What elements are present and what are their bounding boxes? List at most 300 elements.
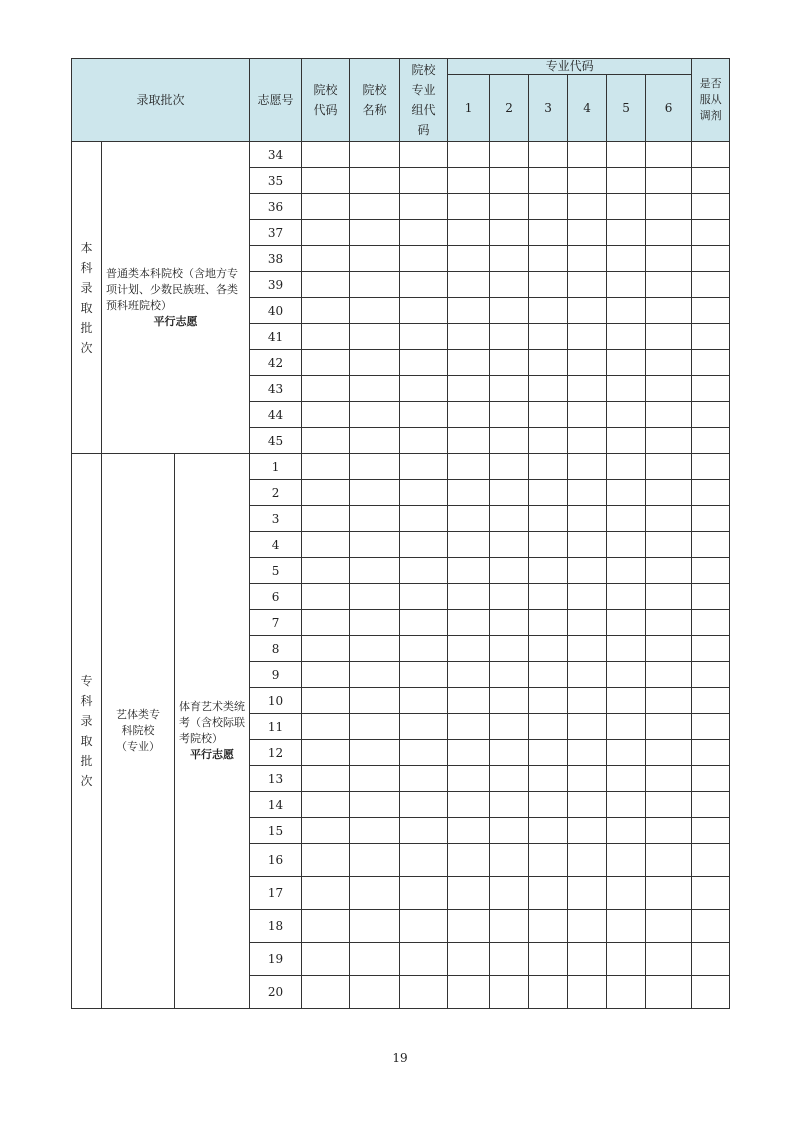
entry-cell[interactable] (692, 766, 730, 792)
entry-cell[interactable] (568, 168, 607, 194)
entry-cell[interactable] (529, 246, 568, 272)
entry-cell[interactable] (607, 324, 646, 350)
entry-cell[interactable] (646, 506, 692, 532)
entry-cell[interactable] (400, 584, 448, 610)
entry-cell[interactable] (529, 272, 568, 298)
entry-cell[interactable] (529, 714, 568, 740)
entry-cell[interactable] (607, 688, 646, 714)
entry-cell[interactable] (607, 480, 646, 506)
entry-cell[interactable] (302, 740, 350, 766)
entry-cell[interactable] (448, 662, 490, 688)
entry-cell[interactable] (302, 350, 350, 376)
entry-cell[interactable] (490, 792, 529, 818)
entry-cell[interactable] (646, 844, 692, 877)
entry-cell[interactable] (448, 350, 490, 376)
entry-cell[interactable] (568, 943, 607, 976)
entry-cell[interactable] (568, 610, 607, 636)
entry-cell[interactable] (490, 844, 529, 877)
entry-cell[interactable] (400, 844, 448, 877)
entry-cell[interactable] (646, 662, 692, 688)
entry-cell[interactable] (529, 910, 568, 943)
entry-cell[interactable] (646, 558, 692, 584)
entry-cell[interactable] (350, 558, 400, 584)
entry-cell[interactable] (646, 454, 692, 480)
entry-cell[interactable] (607, 142, 646, 168)
entry-cell[interactable] (568, 877, 607, 910)
entry-cell[interactable] (529, 506, 568, 532)
entry-cell[interactable] (302, 220, 350, 246)
entry-cell[interactable] (607, 246, 646, 272)
entry-cell[interactable] (448, 688, 490, 714)
entry-cell[interactable] (646, 402, 692, 428)
entry-cell[interactable] (568, 662, 607, 688)
entry-cell[interactable] (607, 454, 646, 480)
entry-cell[interactable] (607, 272, 646, 298)
entry-cell[interactable] (350, 350, 400, 376)
entry-cell[interactable] (448, 714, 490, 740)
entry-cell[interactable] (646, 246, 692, 272)
entry-cell[interactable] (350, 402, 400, 428)
entry-cell[interactable] (646, 194, 692, 220)
entry-cell[interactable] (607, 532, 646, 558)
entry-cell[interactable] (350, 688, 400, 714)
entry-cell[interactable] (490, 662, 529, 688)
entry-cell[interactable] (692, 350, 730, 376)
entry-cell[interactable] (646, 910, 692, 943)
entry-cell[interactable] (529, 792, 568, 818)
entry-cell[interactable] (490, 246, 529, 272)
entry-cell[interactable] (448, 910, 490, 943)
entry-cell[interactable] (692, 610, 730, 636)
entry-cell[interactable] (529, 350, 568, 376)
entry-cell[interactable] (400, 688, 448, 714)
entry-cell[interactable] (490, 194, 529, 220)
entry-cell[interactable] (400, 610, 448, 636)
entry-cell[interactable] (350, 877, 400, 910)
entry-cell[interactable] (692, 584, 730, 610)
entry-cell[interactable] (568, 976, 607, 1009)
entry-cell[interactable] (529, 220, 568, 246)
entry-cell[interactable] (350, 194, 400, 220)
entry-cell[interactable] (646, 792, 692, 818)
entry-cell[interactable] (490, 558, 529, 584)
entry-cell[interactable] (646, 766, 692, 792)
entry-cell[interactable] (692, 558, 730, 584)
entry-cell[interactable] (350, 976, 400, 1009)
entry-cell[interactable] (400, 558, 448, 584)
entry-cell[interactable] (400, 298, 448, 324)
entry-cell[interactable] (302, 324, 350, 350)
entry-cell[interactable] (400, 220, 448, 246)
entry-cell[interactable] (568, 558, 607, 584)
entry-cell[interactable] (448, 142, 490, 168)
entry-cell[interactable] (400, 818, 448, 844)
entry-cell[interactable] (490, 532, 529, 558)
entry-cell[interactable] (568, 142, 607, 168)
entry-cell[interactable] (646, 142, 692, 168)
entry-cell[interactable] (692, 220, 730, 246)
entry-cell[interactable] (490, 976, 529, 1009)
entry-cell[interactable] (607, 350, 646, 376)
entry-cell[interactable] (448, 766, 490, 792)
entry-cell[interactable] (400, 792, 448, 818)
entry-cell[interactable] (646, 636, 692, 662)
entry-cell[interactable] (529, 376, 568, 402)
entry-cell[interactable] (350, 766, 400, 792)
entry-cell[interactable] (302, 454, 350, 480)
entry-cell[interactable] (490, 506, 529, 532)
entry-cell[interactable] (529, 877, 568, 910)
entry-cell[interactable] (529, 558, 568, 584)
entry-cell[interactable] (607, 662, 646, 688)
entry-cell[interactable] (607, 220, 646, 246)
entry-cell[interactable] (490, 376, 529, 402)
entry-cell[interactable] (490, 454, 529, 480)
entry-cell[interactable] (490, 910, 529, 943)
entry-cell[interactable] (568, 298, 607, 324)
entry-cell[interactable] (607, 844, 646, 877)
entry-cell[interactable] (529, 298, 568, 324)
entry-cell[interactable] (400, 376, 448, 402)
entry-cell[interactable] (607, 943, 646, 976)
entry-cell[interactable] (607, 976, 646, 1009)
entry-cell[interactable] (302, 877, 350, 910)
entry-cell[interactable] (400, 976, 448, 1009)
entry-cell[interactable] (646, 480, 692, 506)
entry-cell[interactable] (400, 877, 448, 910)
entry-cell[interactable] (350, 584, 400, 610)
entry-cell[interactable] (302, 428, 350, 454)
entry-cell[interactable] (302, 610, 350, 636)
entry-cell[interactable] (448, 480, 490, 506)
entry-cell[interactable] (302, 636, 350, 662)
entry-cell[interactable] (529, 584, 568, 610)
entry-cell[interactable] (350, 740, 400, 766)
entry-cell[interactable] (529, 142, 568, 168)
entry-cell[interactable] (302, 714, 350, 740)
entry-cell[interactable] (529, 480, 568, 506)
entry-cell[interactable] (350, 272, 400, 298)
entry-cell[interactable] (568, 910, 607, 943)
entry-cell[interactable] (350, 142, 400, 168)
entry-cell[interactable] (448, 636, 490, 662)
entry-cell[interactable] (490, 943, 529, 976)
entry-cell[interactable] (400, 740, 448, 766)
entry-cell[interactable] (692, 506, 730, 532)
entry-cell[interactable] (350, 428, 400, 454)
entry-cell[interactable] (490, 766, 529, 792)
entry-cell[interactable] (568, 532, 607, 558)
entry-cell[interactable] (529, 844, 568, 877)
entry-cell[interactable] (302, 766, 350, 792)
entry-cell[interactable] (350, 910, 400, 943)
entry-cell[interactable] (350, 480, 400, 506)
entry-cell[interactable] (490, 350, 529, 376)
entry-cell[interactable] (607, 740, 646, 766)
entry-cell[interactable] (490, 636, 529, 662)
entry-cell[interactable] (646, 584, 692, 610)
entry-cell[interactable] (400, 943, 448, 976)
entry-cell[interactable] (568, 272, 607, 298)
entry-cell[interactable] (692, 298, 730, 324)
entry-cell[interactable] (302, 662, 350, 688)
entry-cell[interactable] (490, 714, 529, 740)
entry-cell[interactable] (350, 636, 400, 662)
entry-cell[interactable] (529, 688, 568, 714)
entry-cell[interactable] (607, 298, 646, 324)
entry-cell[interactable] (692, 376, 730, 402)
entry-cell[interactable] (448, 610, 490, 636)
entry-cell[interactable] (302, 272, 350, 298)
entry-cell[interactable] (568, 454, 607, 480)
entry-cell[interactable] (400, 402, 448, 428)
entry-cell[interactable] (692, 910, 730, 943)
entry-cell[interactable] (529, 766, 568, 792)
entry-cell[interactable] (400, 142, 448, 168)
entry-cell[interactable] (490, 688, 529, 714)
entry-cell[interactable] (607, 168, 646, 194)
entry-cell[interactable] (529, 943, 568, 976)
entry-cell[interactable] (448, 976, 490, 1009)
entry-cell[interactable] (448, 402, 490, 428)
entry-cell[interactable] (692, 142, 730, 168)
entry-cell[interactable] (302, 792, 350, 818)
entry-cell[interactable] (692, 428, 730, 454)
entry-cell[interactable] (607, 792, 646, 818)
entry-cell[interactable] (302, 376, 350, 402)
entry-cell[interactable] (302, 688, 350, 714)
entry-cell[interactable] (400, 636, 448, 662)
entry-cell[interactable] (607, 636, 646, 662)
entry-cell[interactable] (607, 376, 646, 402)
entry-cell[interactable] (646, 324, 692, 350)
entry-cell[interactable] (448, 558, 490, 584)
entry-cell[interactable] (350, 168, 400, 194)
entry-cell[interactable] (568, 376, 607, 402)
entry-cell[interactable] (607, 194, 646, 220)
entry-cell[interactable] (350, 454, 400, 480)
entry-cell[interactable] (692, 194, 730, 220)
entry-cell[interactable] (490, 740, 529, 766)
entry-cell[interactable] (607, 506, 646, 532)
entry-cell[interactable] (350, 324, 400, 350)
entry-cell[interactable] (529, 428, 568, 454)
entry-cell[interactable] (529, 532, 568, 558)
entry-cell[interactable] (448, 246, 490, 272)
entry-cell[interactable] (448, 298, 490, 324)
entry-cell[interactable] (400, 454, 448, 480)
entry-cell[interactable] (490, 324, 529, 350)
entry-cell[interactable] (448, 168, 490, 194)
entry-cell[interactable] (568, 636, 607, 662)
entry-cell[interactable] (350, 506, 400, 532)
entry-cell[interactable] (568, 844, 607, 877)
entry-cell[interactable] (350, 376, 400, 402)
entry-cell[interactable] (692, 454, 730, 480)
entry-cell[interactable] (302, 943, 350, 976)
entry-cell[interactable] (568, 324, 607, 350)
entry-cell[interactable] (448, 532, 490, 558)
entry-cell[interactable] (490, 428, 529, 454)
entry-cell[interactable] (400, 428, 448, 454)
entry-cell[interactable] (490, 818, 529, 844)
entry-cell[interactable] (302, 246, 350, 272)
entry-cell[interactable] (302, 480, 350, 506)
entry-cell[interactable] (646, 688, 692, 714)
entry-cell[interactable] (646, 220, 692, 246)
entry-cell[interactable] (350, 220, 400, 246)
entry-cell[interactable] (607, 766, 646, 792)
entry-cell[interactable] (302, 976, 350, 1009)
entry-cell[interactable] (568, 350, 607, 376)
entry-cell[interactable] (400, 662, 448, 688)
entry-cell[interactable] (448, 454, 490, 480)
entry-cell[interactable] (646, 168, 692, 194)
entry-cell[interactable] (490, 220, 529, 246)
entry-cell[interactable] (529, 402, 568, 428)
entry-cell[interactable] (607, 558, 646, 584)
entry-cell[interactable] (448, 324, 490, 350)
entry-cell[interactable] (607, 910, 646, 943)
entry-cell[interactable] (692, 714, 730, 740)
entry-cell[interactable] (692, 636, 730, 662)
entry-cell[interactable] (646, 740, 692, 766)
entry-cell[interactable] (692, 246, 730, 272)
entry-cell[interactable] (350, 246, 400, 272)
entry-cell[interactable] (448, 220, 490, 246)
entry-cell[interactable] (448, 194, 490, 220)
entry-cell[interactable] (350, 844, 400, 877)
entry-cell[interactable] (302, 558, 350, 584)
entry-cell[interactable] (692, 943, 730, 976)
entry-cell[interactable] (646, 714, 692, 740)
entry-cell[interactable] (692, 662, 730, 688)
entry-cell[interactable] (568, 246, 607, 272)
entry-cell[interactable] (568, 688, 607, 714)
entry-cell[interactable] (568, 740, 607, 766)
entry-cell[interactable] (448, 844, 490, 877)
entry-cell[interactable] (692, 844, 730, 877)
entry-cell[interactable] (490, 142, 529, 168)
entry-cell[interactable] (692, 480, 730, 506)
entry-cell[interactable] (350, 532, 400, 558)
entry-cell[interactable] (490, 610, 529, 636)
entry-cell[interactable] (607, 877, 646, 910)
entry-cell[interactable] (350, 818, 400, 844)
entry-cell[interactable] (302, 584, 350, 610)
entry-cell[interactable] (350, 662, 400, 688)
entry-cell[interactable] (400, 532, 448, 558)
entry-cell[interactable] (302, 910, 350, 943)
entry-cell[interactable] (646, 428, 692, 454)
entry-cell[interactable] (646, 976, 692, 1009)
entry-cell[interactable] (529, 636, 568, 662)
entry-cell[interactable] (400, 350, 448, 376)
entry-cell[interactable] (568, 506, 607, 532)
entry-cell[interactable] (448, 818, 490, 844)
entry-cell[interactable] (607, 818, 646, 844)
entry-cell[interactable] (490, 272, 529, 298)
entry-cell[interactable] (529, 662, 568, 688)
entry-cell[interactable] (568, 402, 607, 428)
entry-cell[interactable] (529, 740, 568, 766)
entry-cell[interactable] (568, 480, 607, 506)
entry-cell[interactable] (302, 142, 350, 168)
entry-cell[interactable] (302, 818, 350, 844)
entry-cell[interactable] (692, 168, 730, 194)
entry-cell[interactable] (448, 740, 490, 766)
entry-cell[interactable] (350, 943, 400, 976)
entry-cell[interactable] (607, 402, 646, 428)
entry-cell[interactable] (529, 454, 568, 480)
entry-cell[interactable] (646, 818, 692, 844)
entry-cell[interactable] (529, 168, 568, 194)
entry-cell[interactable] (529, 610, 568, 636)
entry-cell[interactable] (490, 168, 529, 194)
entry-cell[interactable] (490, 877, 529, 910)
entry-cell[interactable] (400, 194, 448, 220)
entry-cell[interactable] (302, 506, 350, 532)
entry-cell[interactable] (448, 428, 490, 454)
entry-cell[interactable] (302, 532, 350, 558)
entry-cell[interactable] (692, 877, 730, 910)
entry-cell[interactable] (302, 298, 350, 324)
entry-cell[interactable] (400, 714, 448, 740)
entry-cell[interactable] (692, 272, 730, 298)
entry-cell[interactable] (529, 976, 568, 1009)
entry-cell[interactable] (607, 584, 646, 610)
entry-cell[interactable] (448, 584, 490, 610)
entry-cell[interactable] (490, 584, 529, 610)
entry-cell[interactable] (568, 714, 607, 740)
entry-cell[interactable] (448, 943, 490, 976)
entry-cell[interactable] (490, 298, 529, 324)
entry-cell[interactable] (400, 272, 448, 298)
entry-cell[interactable] (692, 402, 730, 428)
entry-cell[interactable] (692, 976, 730, 1009)
entry-cell[interactable] (400, 246, 448, 272)
entry-cell[interactable] (646, 272, 692, 298)
entry-cell[interactable] (529, 194, 568, 220)
entry-cell[interactable] (350, 610, 400, 636)
entry-cell[interactable] (448, 272, 490, 298)
entry-cell[interactable] (400, 168, 448, 194)
entry-cell[interactable] (350, 298, 400, 324)
entry-cell[interactable] (448, 506, 490, 532)
entry-cell[interactable] (400, 910, 448, 943)
entry-cell[interactable] (448, 792, 490, 818)
entry-cell[interactable] (692, 818, 730, 844)
entry-cell[interactable] (568, 584, 607, 610)
entry-cell[interactable] (529, 324, 568, 350)
entry-cell[interactable] (568, 792, 607, 818)
entry-cell[interactable] (568, 766, 607, 792)
entry-cell[interactable] (400, 766, 448, 792)
entry-cell[interactable] (646, 376, 692, 402)
entry-cell[interactable] (448, 877, 490, 910)
entry-cell[interactable] (302, 168, 350, 194)
entry-cell[interactable] (646, 532, 692, 558)
entry-cell[interactable] (400, 506, 448, 532)
entry-cell[interactable] (607, 610, 646, 636)
entry-cell[interactable] (350, 792, 400, 818)
entry-cell[interactable] (692, 740, 730, 766)
entry-cell[interactable] (646, 943, 692, 976)
entry-cell[interactable] (302, 402, 350, 428)
entry-cell[interactable] (350, 714, 400, 740)
entry-cell[interactable] (607, 428, 646, 454)
entry-cell[interactable] (692, 688, 730, 714)
